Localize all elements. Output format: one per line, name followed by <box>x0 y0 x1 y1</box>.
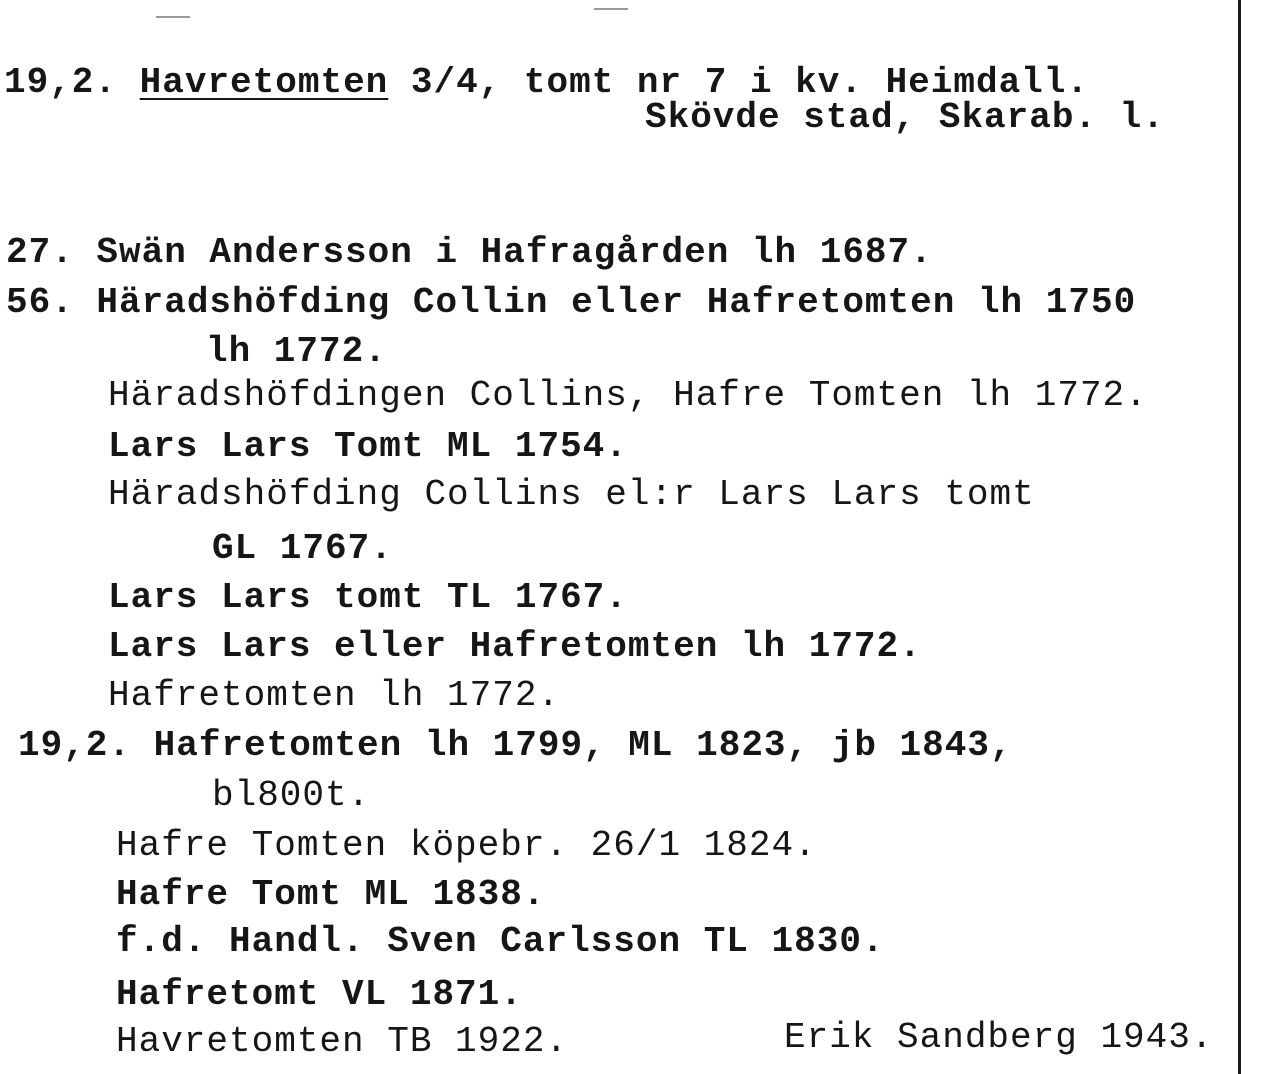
entry-line: Hafretomten lh 1772. <box>108 675 561 716</box>
entry-line: 27. Swän Andersson i Hafragården lh 1687. <box>6 232 933 273</box>
entry-line: bl800t. <box>212 775 371 816</box>
signature: Erik Sandberg 1943. <box>784 1017 1214 1058</box>
entry-line: Lars Lars tomt TL 1767. <box>108 577 628 618</box>
entry-line: Hafre Tomten köpebr. 26/1 1824. <box>116 825 817 866</box>
entry-line: Hafretomt VL 1871. <box>116 974 523 1015</box>
heading-rest: 3/4, tomt nr 7 i kv. Heimdall. <box>410 62 1089 103</box>
entry-line: 19,2. Hafretomten lh 1799, ML 1823, jb 1843, <box>18 725 1013 766</box>
heading-number: 19,2. <box>4 62 118 103</box>
entry-line: Lars Lars Tomt ML 1754. <box>108 426 628 467</box>
heading-name: Havretomten <box>139 62 389 103</box>
entry-line: Lars Lars eller Hafretomten lh 1772. <box>108 626 922 667</box>
entry-line: GL 1767. <box>212 528 393 569</box>
card-right-edge <box>1238 0 1241 1074</box>
entry-line: Hafre Tomt ML 1838. <box>116 874 546 915</box>
entry-line: Havretomten TB 1922. <box>116 1021 569 1062</box>
entry-line: Häradshöfdingen Collins, Hafre Tomten lh 1772. <box>108 375 1148 416</box>
heading-location: Skövde stad, Skarab. l. <box>645 97 1165 138</box>
entry-line: f.d. Handl. Sven Carlsson TL 1830. <box>116 921 885 962</box>
entry-line: Häradshöfding Collins el:r Lars Lars tomt <box>108 474 1035 515</box>
scan-speck <box>156 16 190 18</box>
scan-speck <box>594 8 628 10</box>
entry-line: lh 1772. <box>206 331 387 372</box>
entry-line: 56. Häradshöfding Collin eller Hafretomten lh 1750 <box>6 282 1137 323</box>
